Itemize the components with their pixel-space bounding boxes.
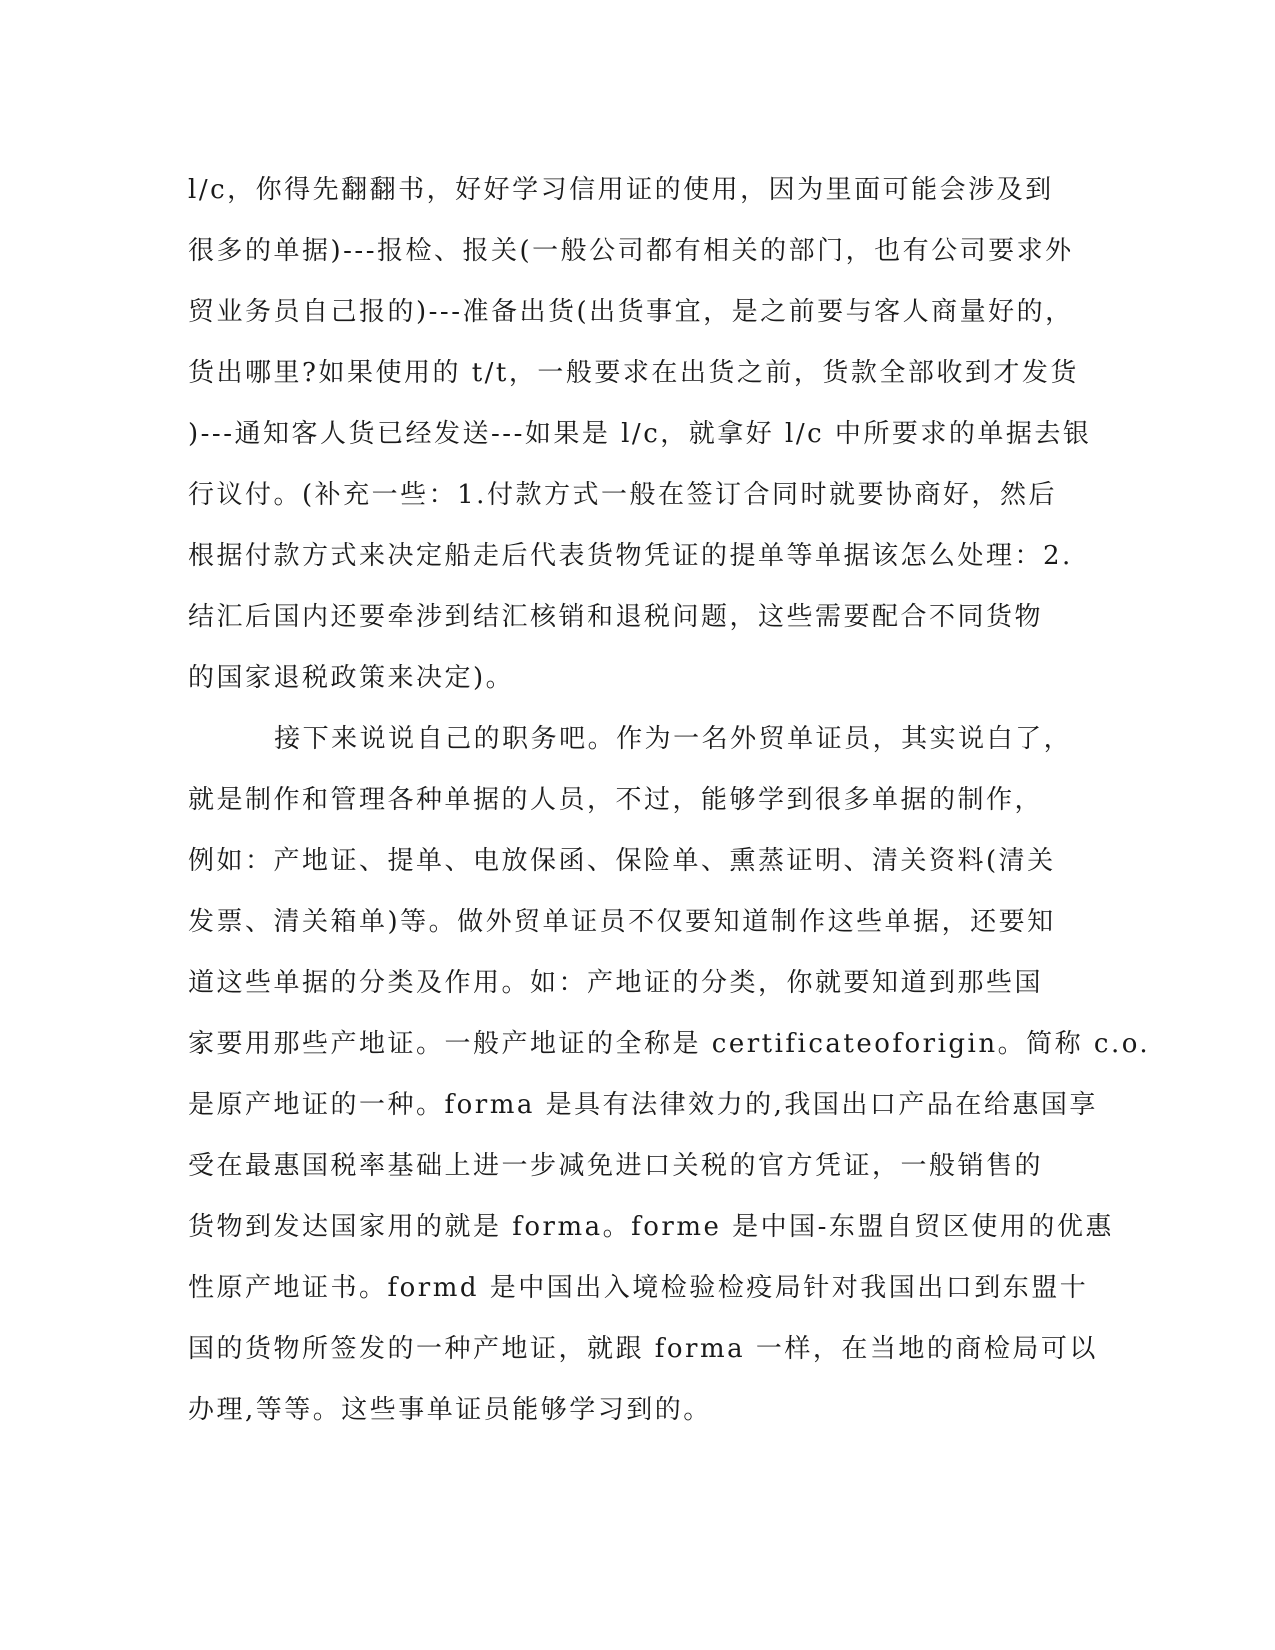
text-line: 性原产地证书。formd 是中国出入境检验检疫局针对我国出口到东盟十 — [188, 1273, 1089, 1303]
text-line: 根据付款方式来决定船走后代表货物凭证的提单等单据该怎么处理：2. — [188, 541, 1073, 571]
text-line: 国的货物所签发的一种产地证，就跟 forma 一样，在当地的商检局可以 — [188, 1334, 1098, 1364]
text-line: 就是制作和管理各种单据的人员，不过，能够学到很多单据的制作， — [188, 785, 1044, 815]
paragraph-start-line: 接下来说说自己的职务吧。作为一名外贸单证员，其实说白了， — [188, 724, 1073, 754]
body-text — [188, 160, 1151, 1441]
text-line: 办理,等等。这些事单证员能够学习到的。 — [188, 1395, 712, 1425]
text-line: 货物到发达国家用的就是 forma。forme 是中国-东盟自贸区使用的优惠 — [188, 1212, 1114, 1242]
text-line: 很多的单据)---报检、报关(一般公司都有相关的部门，也有公司要求外 — [188, 236, 1074, 266]
text-line: 例如：产地证、提单、电放保函、保险单、熏蒸证明、清关资料(清关 — [188, 846, 1056, 876]
text-line: l/c，你得先翻翻书，好好学习信用证的使用，因为里面可能会涉及到 — [188, 175, 1054, 205]
text-line: 道这些单据的分类及作用。如：产地证的分类，你就要知道到那些国 — [188, 968, 1044, 998]
text-line: 的国家退税政策来决定)。 — [188, 663, 515, 693]
text-line: 发票、清关箱单)等。做外贸单证员不仅要知道制作这些单据，还要知 — [188, 907, 1056, 937]
text-line: 结汇后国内还要牵涉到结汇核销和退税问题，这些需要配合不同货物 — [188, 602, 1044, 632]
text-line: 行议付。(补充一些：1.付款方式一般在签订合同时就要协商好，然后 — [188, 480, 1057, 510]
text-line: 受在最惠国税率基础上进一步减免进口关税的官方凭证，一般销售的 — [188, 1151, 1044, 1181]
text-line: 家要用那些产地证。一般产地证的全称是 certificateoforigin。简称 c.o. — [188, 1029, 1151, 1059]
text-line: 是原产地证的一种。forma 是具有法律效力的,我国出口产品在给惠国享 — [188, 1090, 1098, 1120]
text-line: 货出哪里?如果使用的 t/t，一般要求在出货之前，货款全部收到才发货 — [188, 358, 1079, 388]
text-line: )---通知客人货已经发送---如果是 l/c，就拿好 l/c 中所要求的单据去银 — [188, 419, 1092, 449]
text-line: 贸业务员自己报的)---准备出货(出货事宜，是之前要与客人商量好的， — [188, 297, 1074, 327]
